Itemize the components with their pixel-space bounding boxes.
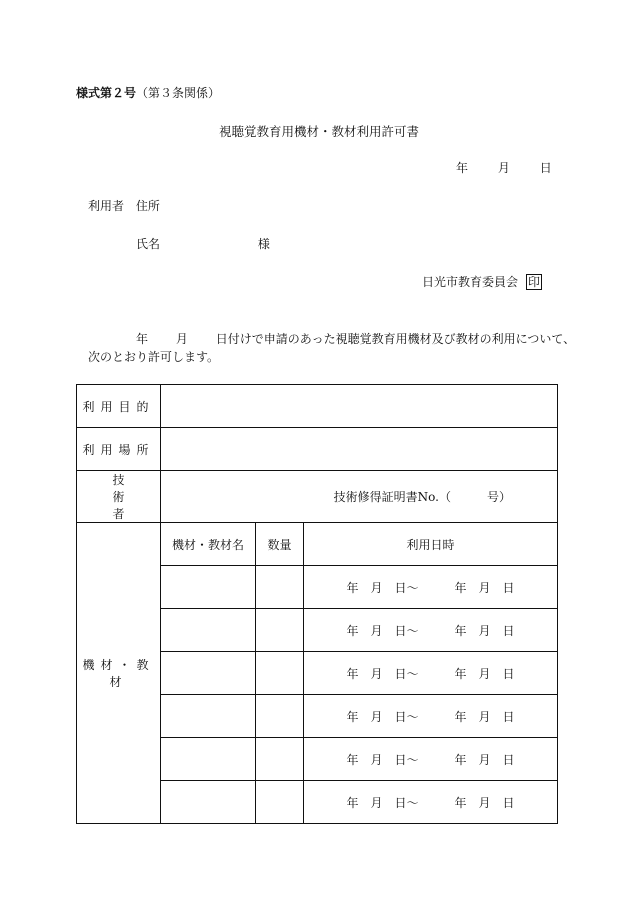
purpose-label: 利用目的 <box>77 385 161 428</box>
technician-label: 技術者 <box>77 471 161 523</box>
equipment-name-cell[interactable] <box>161 738 256 781</box>
issuer-line <box>422 273 542 290</box>
date-month: 月 <box>497 161 510 175</box>
body-text-line2: 次のとおり許可します。 <box>88 350 220 364</box>
document-title: 視聴覚教育用機材・教材利用許可書 <box>219 124 420 139</box>
form-number-main: 様式第２号 <box>76 86 137 100</box>
user-address-line <box>88 197 160 214</box>
header-datetime: 利用日時 <box>304 523 558 566</box>
datetime-cell[interactable]: 年 月 日～ 年 月 日 <box>304 695 558 738</box>
body-line1-rest: 日付けで申請のあった視聴覚教育用機材及び教材の利用について、 <box>215 332 576 346</box>
header-equipment-name: 機材・教材名 <box>161 523 256 566</box>
user-name-line <box>136 235 270 252</box>
address-label: 住所 <box>135 199 160 213</box>
datetime-cell[interactable]: 年 月 日～ 年 月 日 <box>304 609 558 652</box>
cert-number-field[interactable]: 技術修得証明書No.（ 号） <box>161 471 558 523</box>
quantity-cell[interactable] <box>256 738 304 781</box>
technician-row <box>77 471 558 523</box>
equipment-header-row <box>77 523 558 566</box>
equipment-name-cell[interactable] <box>161 609 256 652</box>
equipment-name-cell[interactable] <box>161 652 256 695</box>
date-year: 年 <box>456 161 469 175</box>
equipment-name-cell[interactable] <box>161 566 256 609</box>
permit-table <box>76 384 558 824</box>
quantity-cell[interactable] <box>256 566 304 609</box>
user-label: 利用者 <box>88 199 125 213</box>
equipment-label: 機材・教材 <box>77 523 161 824</box>
body-year: 年 <box>136 332 149 346</box>
date-day: 日 <box>539 161 552 175</box>
issuer-name: 日光市教育委員会 <box>422 275 519 289</box>
body-month: 月 <box>175 332 188 346</box>
equipment-name-cell[interactable] <box>161 695 256 738</box>
honorific: 様 <box>257 237 270 251</box>
place-row <box>77 428 558 471</box>
place-label: 利用場所 <box>77 428 161 471</box>
datetime-cell[interactable]: 年 月 日～ 年 月 日 <box>304 652 558 695</box>
form-number <box>76 84 220 101</box>
quantity-cell[interactable] <box>256 781 304 824</box>
place-value[interactable] <box>161 428 558 471</box>
header-quantity: 数量 <box>256 523 304 566</box>
form-number-relation: （第３条関係） <box>136 86 221 100</box>
issue-date <box>456 159 552 176</box>
name-label: 氏名 <box>136 237 161 251</box>
datetime-cell[interactable]: 年 月 日～ 年 月 日 <box>304 781 558 824</box>
equipment-name-cell[interactable] <box>161 781 256 824</box>
datetime-cell[interactable]: 年 月 日～ 年 月 日 <box>304 566 558 609</box>
body-text-line1 <box>136 330 575 347</box>
seal-mark: 印 <box>528 275 541 289</box>
quantity-cell[interactable] <box>256 695 304 738</box>
purpose-row <box>77 385 558 428</box>
purpose-value[interactable] <box>161 385 558 428</box>
quantity-cell[interactable] <box>256 652 304 695</box>
datetime-cell[interactable]: 年 月 日～ 年 月 日 <box>304 738 558 781</box>
quantity-cell[interactable] <box>256 609 304 652</box>
